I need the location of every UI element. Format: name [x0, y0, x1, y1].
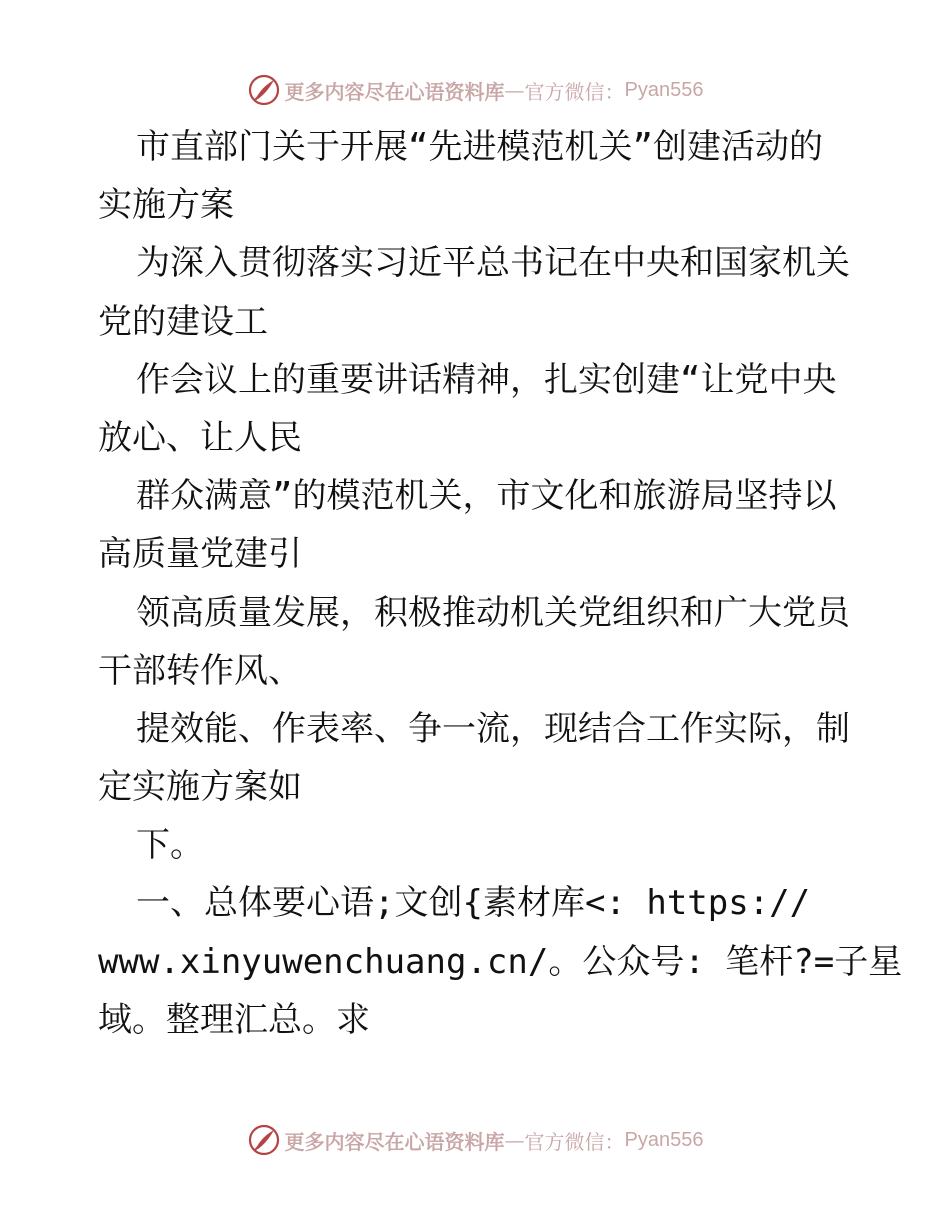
document-line: 实施方案	[98, 185, 234, 226]
header-watermark	[0, 70, 950, 110]
watermark-wechat-label: 官方微信：	[524, 1129, 625, 1154]
document-line: 市直部门关于开展“先进模范机关”创建活动的	[136, 127, 823, 167]
document-line: 党的建设工	[98, 301, 268, 342]
document-line: 提效能、作表率、争一流，现结合工作实际，制	[136, 708, 850, 749]
document-line: 群众满意”的模范机关，市文化和旅游局坚持以	[136, 476, 837, 517]
footer-watermark	[0, 1120, 950, 1160]
watermark-wechat-id: Pyan556	[624, 78, 704, 101]
document-body	[98, 118, 903, 1049]
document-line: 为深入贯彻落实习近平总书记在中央和国家机关	[136, 243, 850, 284]
document-line: 高质量党建引	[98, 534, 302, 575]
document-line: 域。整理汇总。求	[98, 999, 370, 1040]
document-line: 领高质量发展，积极推动机关党组织和广大党员	[136, 592, 850, 633]
document-line: 作会议上的重要讲话精神，扎实创建“让党中央	[136, 359, 837, 400]
watermark-text: 更多内容尽在心语资料库	[284, 79, 505, 104]
document-line: 干部转作风、	[98, 650, 302, 691]
watermark-wechat-id: Pyan556	[624, 1128, 704, 1151]
document-line: 一、总体要心语;文创{素材库<: https://	[136, 883, 811, 924]
quill-logo-icon	[247, 1123, 281, 1157]
document-line: 下。	[136, 825, 204, 866]
quill-logo-icon	[247, 73, 281, 107]
watermark-separator: —	[504, 1128, 525, 1152]
document-line: www.xinyuwenchuang.cn/。公众号: 笔杆?=子星	[98, 941, 903, 982]
watermark-text: 更多内容尽在心语资料库	[284, 1129, 505, 1154]
document-line: 定实施方案如	[98, 767, 302, 808]
document-line: 放心、让人民	[98, 417, 302, 458]
watermark-separator: —	[504, 78, 525, 102]
watermark-wechat-label: 官方微信：	[524, 79, 625, 104]
